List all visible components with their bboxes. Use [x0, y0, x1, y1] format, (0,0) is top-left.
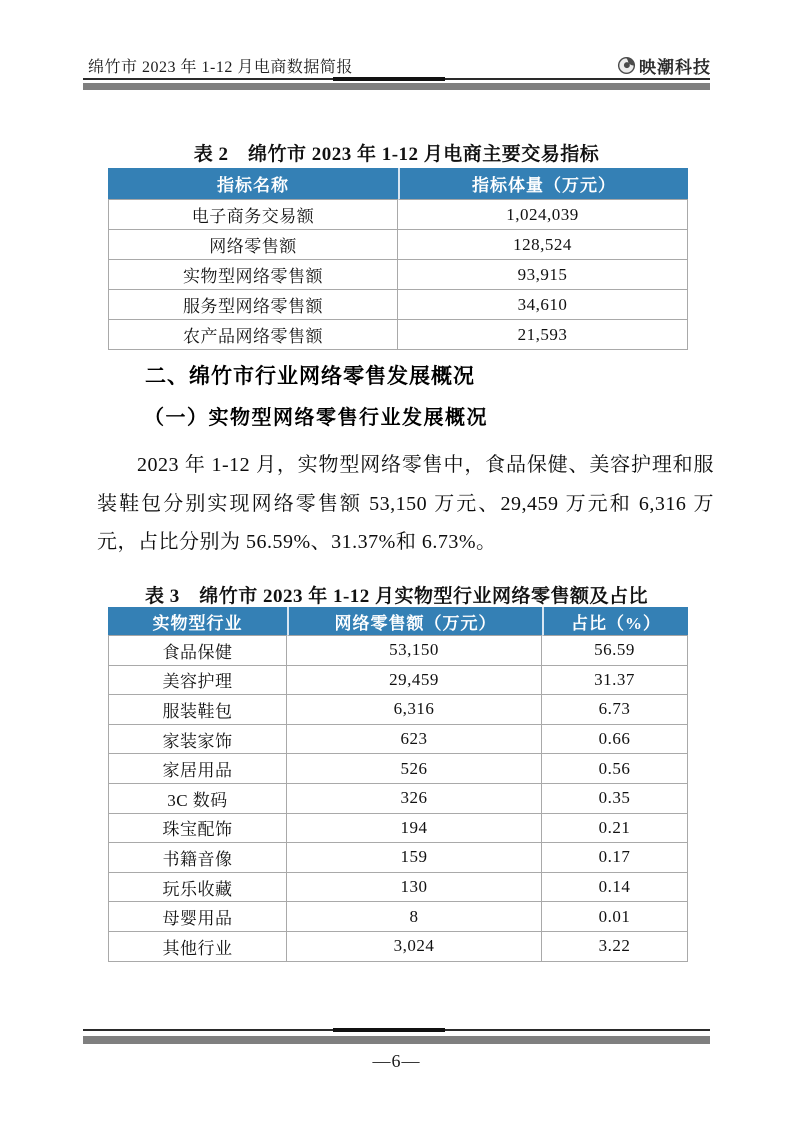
- table-cell: 农产品网络零售额: [108, 320, 398, 350]
- header-title: 绵竹市 2023 年 1-12 月电商数据简报: [88, 59, 353, 76]
- table-cell: 3C 数码: [108, 784, 287, 814]
- table-cell: 0.35: [542, 784, 688, 814]
- table-row: [108, 754, 688, 784]
- body-paragraph: 2023 年 1-12 月，实物型网络零售中，食品保健、美容护理和服装鞋包分别实现网络零售额 53,150 万元、29,459 万元和 6,316 万元，占比分别为 56.59%、31.37%和 6.73%。: [97, 454, 714, 553]
- table-row: [108, 843, 688, 873]
- section-heading: 二、绵竹市行业网络零售发展概况: [145, 365, 475, 388]
- table-cell: 326: [287, 784, 542, 814]
- table-cell: 0.66: [542, 725, 688, 755]
- table3-col-industry: 实物型行业: [108, 607, 287, 636]
- table-cell: 159: [287, 843, 542, 873]
- table-cell: 29,459: [287, 666, 542, 696]
- table-row: [108, 814, 688, 844]
- table-cell: 网络零售额: [108, 230, 398, 260]
- table-row: [108, 902, 688, 932]
- table-cell: 美容护理: [108, 666, 287, 696]
- table-cell: 21,593: [398, 320, 688, 350]
- page-header: [88, 53, 711, 78]
- table-cell: 3,024: [287, 932, 542, 962]
- table-cell: 34,610: [398, 290, 688, 320]
- table-row: [108, 725, 688, 755]
- page-number: —6—: [372, 1051, 421, 1071]
- table2-header-row: [108, 168, 688, 200]
- table3-col-retail-amount: 网络零售额（万元）: [287, 607, 542, 636]
- table3-col-share: 占比（%）: [542, 607, 688, 636]
- table2-col-indicator-name: 指标名称: [108, 168, 398, 200]
- table-cell: 0.14: [542, 873, 688, 903]
- table-cell: 珠宝配饰: [108, 814, 287, 844]
- header-rule-segment: [333, 77, 445, 81]
- table-cell: 128,524: [398, 230, 688, 260]
- table-cell: 53,150: [287, 636, 542, 666]
- logo: [617, 53, 711, 78]
- table-row: [108, 873, 688, 903]
- table-cell: 家装家饰: [108, 725, 287, 755]
- table-cell: 623: [287, 725, 542, 755]
- table-cell: 1,024,039: [398, 200, 688, 230]
- header-rule-thick: [83, 83, 710, 90]
- table2-caption: 表 2 绵竹市 2023 年 1-12 月电商主要交易指标: [193, 144, 600, 165]
- table-row: [108, 320, 688, 350]
- table-row: [108, 695, 688, 725]
- table-row: [108, 260, 688, 290]
- table-cell: 书籍音像: [108, 843, 287, 873]
- table-cell: 0.56: [542, 754, 688, 784]
- table-row: [108, 230, 688, 260]
- swirl-logo-icon: [617, 56, 636, 75]
- logo-text: 映潮科技: [639, 58, 711, 77]
- table2: [108, 168, 688, 350]
- table-cell: 玩乐收藏: [108, 873, 287, 903]
- table-cell: 服装鞋包: [108, 695, 287, 725]
- subsection-heading: （一）实物型网络零售行业发展概况: [144, 407, 488, 429]
- table-cell: 130: [287, 873, 542, 903]
- table-cell: 31.37: [542, 666, 688, 696]
- table-cell: 194: [287, 814, 542, 844]
- table-cell: 93,915: [398, 260, 688, 290]
- table-cell: 电子商务交易额: [108, 200, 398, 230]
- table-cell: 母婴用品: [108, 902, 287, 932]
- table-cell: 服务型网络零售额: [108, 290, 398, 320]
- table-cell: 8: [287, 902, 542, 932]
- table-cell: 0.21: [542, 814, 688, 844]
- table-row: [108, 200, 688, 230]
- table-cell: 0.01: [542, 902, 688, 932]
- table3-header-row: [108, 607, 688, 636]
- table-row: [108, 636, 688, 666]
- table3-caption: 表 3 绵竹市 2023 年 1-12 月实物型行业网络零售额及占比: [144, 586, 649, 607]
- table-row: [108, 932, 688, 962]
- table-cell: 6.73: [542, 695, 688, 725]
- table-cell: 食品保健: [108, 636, 287, 666]
- table-cell: 实物型网络零售额: [108, 260, 398, 290]
- footer-rule-thick: [83, 1036, 710, 1044]
- table3: [108, 607, 688, 962]
- table-cell: 56.59: [542, 636, 688, 666]
- footer-rule-segment: [333, 1028, 445, 1032]
- table2-col-indicator-volume: 指标体量（万元）: [398, 168, 688, 200]
- table-cell: 3.22: [542, 932, 688, 962]
- table-cell: 526: [287, 754, 542, 784]
- table-cell: 0.17: [542, 843, 688, 873]
- table-row: [108, 784, 688, 814]
- table-cell: 其他行业: [108, 932, 287, 962]
- table-cell: 家居用品: [108, 754, 287, 784]
- table-row: [108, 666, 688, 696]
- table-cell: 6,316: [287, 695, 542, 725]
- table-row: [108, 290, 688, 320]
